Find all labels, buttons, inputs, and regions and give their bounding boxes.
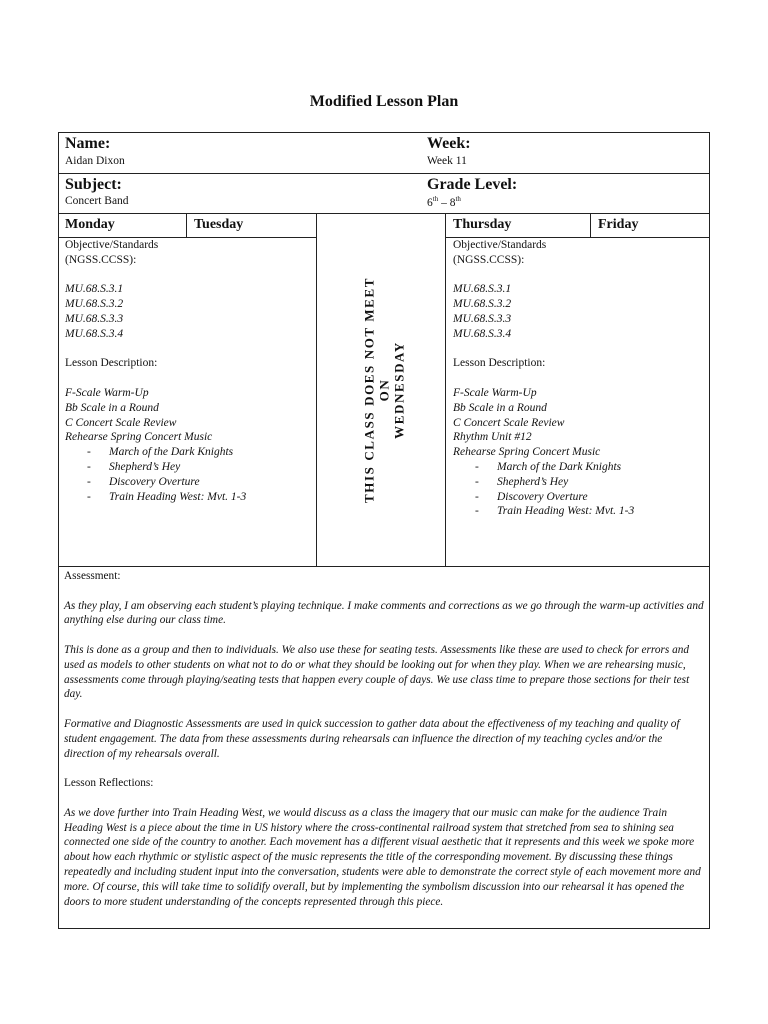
grade-level-label: Grade Level: xyxy=(427,176,518,193)
activity-item: F-Scale Warm-Up xyxy=(65,386,149,399)
row-divider-assessment xyxy=(58,566,710,567)
table-border-right xyxy=(709,132,710,929)
col-divider-wednesday-left xyxy=(316,213,317,567)
day-monday: Monday xyxy=(65,217,115,232)
activity-item: Bb Scale in a Round xyxy=(65,401,159,414)
assessment-label: Assessment: xyxy=(64,570,121,582)
piece-item: - Discovery Overture xyxy=(65,475,313,490)
grade-level-value: 6th – 8th xyxy=(427,195,461,209)
objective-label: Objective/Standards xyxy=(453,239,547,251)
objective-sub: (NGSS.CCSS): xyxy=(453,253,525,266)
reflections-label: Lesson Reflections: xyxy=(64,777,154,790)
table-border-top xyxy=(58,132,710,133)
subject-value: Concert Band xyxy=(65,195,129,207)
reflections-paragraph: As we dove further into Train Heading West, we would discuss as a class the imagery that our music can make for the audience Train Heading West is a piece about the time in US history where the cross-continental railroad system that stretched from sea to shining sea connected one side of the country to another. Each movement has a different visual aesthetic that it represents and this week we spoke more about how each rhythmic or stylistic aspect of the music represents the title of the corresponding movement. By discussing these things repeatedly and including student input into the conversation, students were able to demonstrate the correct style of each movement more and more. Of course, this will take time to solidify overall, but by implementing the symbolism discussion into our rehearsal it has opened the doors to more student understanding of the concepts represented through this piece. xyxy=(64,806,701,908)
standard-item: MU.68.S.3.3 xyxy=(453,312,512,325)
assessment-paragraph: Formative and Diagnostic Assessments are used in quick succession to gather data about the effectiveness of my teaching and quality of student engagement. The data from these assessments during rehearsals can influence the direction of my teaching cycles and/or the direction of my rehearsals overall. xyxy=(64,717,680,760)
piece-item: - Discovery Overture xyxy=(453,490,705,505)
assessment-section xyxy=(64,569,704,909)
activity-item: C Concert Scale Review xyxy=(453,416,565,429)
piece-item: - March of the Dark Knights xyxy=(453,460,705,475)
standard-item: MU.68.S.3.4 xyxy=(65,327,124,340)
table-border-bottom xyxy=(58,928,710,929)
name-label: Name: xyxy=(65,135,111,152)
document-title: Modified Lesson Plan xyxy=(309,93,459,110)
piece-item: - Train Heading West: Mvt. 1-3 xyxy=(65,490,313,505)
row-divider-subject xyxy=(58,213,710,214)
thursday-lesson-cell xyxy=(453,238,705,519)
activity-item: Rhythm Unit #12 xyxy=(453,431,532,444)
standard-item: MU.68.S.3.4 xyxy=(453,327,512,340)
row-divider-name xyxy=(58,173,710,174)
activity-item: Rehearse Spring Concert Music xyxy=(453,446,601,459)
col-divider-wednesday-right xyxy=(445,213,446,567)
assessment-paragraph: As they play, I am observing each student’s playing technique. I make comments and corrections as we go through the warm-up activities and anything else during our class time. xyxy=(64,599,704,627)
piece-item: - March of the Dark Knights xyxy=(65,445,313,460)
lesson-description-label: Lesson Description: xyxy=(65,357,158,370)
day-friday: Friday xyxy=(598,217,639,232)
standard-item: MU.68.S.3.1 xyxy=(453,283,512,296)
piece-item: - Shepherd’s Hey xyxy=(65,460,313,475)
standard-item: MU.68.S.3.2 xyxy=(65,298,124,311)
piece-item: - Train Heading West: Mvt. 1-3 xyxy=(453,504,705,519)
assessment-paragraph: This is done as a group and then to individuals. We also use these for seating tests. Assessments like these are used to check for errors and used as models to other students on what not to do or what they should be looking out for when they play. When we are rehearsing music, assessments come through playing/seating tests that happen every couple of days. We use class time to prepare those sections for their test day. xyxy=(64,643,690,701)
week-label: Week: xyxy=(427,135,471,152)
objective-sub: (NGSS.CCSS): xyxy=(65,253,137,266)
standard-item: MU.68.S.3.3 xyxy=(65,312,124,325)
lesson-description-label: Lesson Description: xyxy=(453,357,546,370)
wednesday-no-class-note: THIS CLASS DOES NOT MEET ON WEDNESDAY xyxy=(361,277,407,503)
week-value: Week 11 xyxy=(427,155,467,167)
day-tuesday: Tuesday xyxy=(194,217,244,232)
standard-item: MU.68.S.3.1 xyxy=(65,283,124,296)
activity-item: Rehearse Spring Concert Music xyxy=(65,431,213,444)
day-thursday: Thursday xyxy=(453,217,512,232)
activity-item: C Concert Scale Review xyxy=(65,416,177,429)
col-divider-thu-fri xyxy=(590,213,591,237)
col-divider-mon-tue xyxy=(186,213,187,237)
activity-item: F-Scale Warm-Up xyxy=(453,386,537,399)
subject-label: Subject: xyxy=(65,176,122,193)
piece-item: - Shepherd’s Hey xyxy=(453,475,705,490)
standard-item: MU.68.S.3.2 xyxy=(453,298,512,311)
monday-lesson-cell xyxy=(65,238,313,504)
name-value: Aidan Dixon xyxy=(65,155,125,167)
activity-item: Bb Scale in a Round xyxy=(453,401,547,414)
table-border-left xyxy=(58,132,59,929)
objective-label: Objective/Standards xyxy=(65,239,159,251)
